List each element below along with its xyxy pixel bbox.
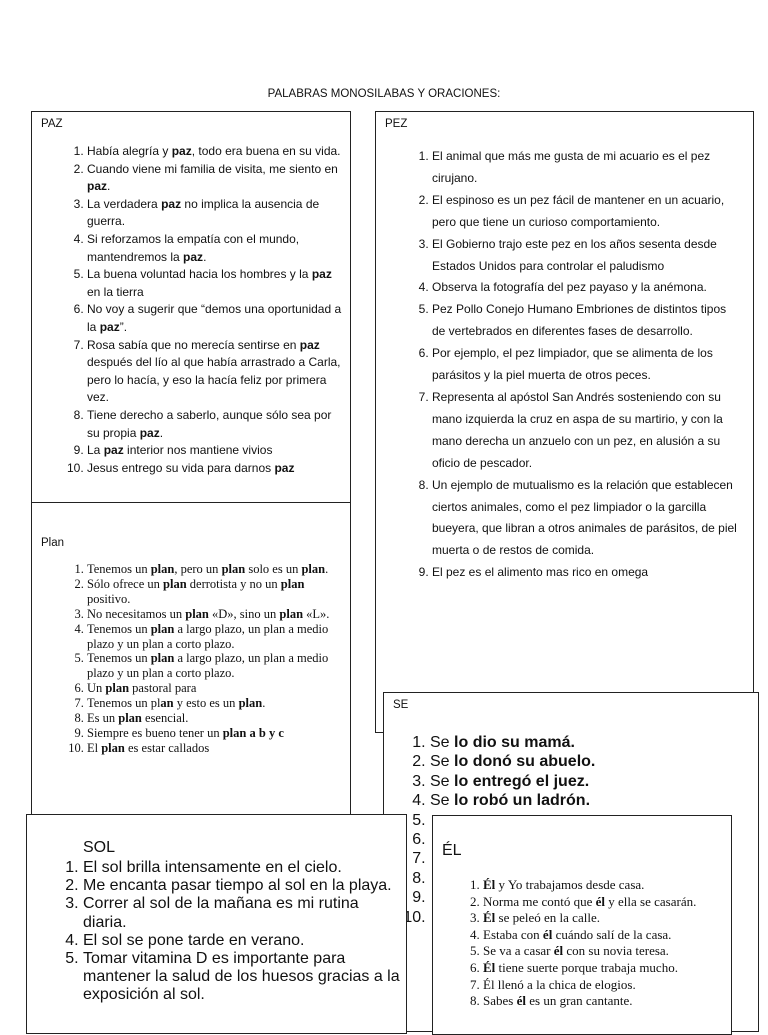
item-text: , todo era buena en su vida. bbox=[191, 144, 341, 158]
paz-item-6 bbox=[87, 301, 342, 336]
plan-header: Plan bbox=[41, 537, 65, 549]
keyword-text: plan a b y c bbox=[222, 725, 284, 740]
keyword-text: él bbox=[595, 893, 606, 909]
item-text: . bbox=[203, 249, 207, 264]
paz-item-5 bbox=[87, 266, 342, 301]
sol-item-4: 4. El sol se pone tarde en verano. bbox=[83, 932, 401, 950]
item-text: es estar callados bbox=[124, 740, 210, 755]
paz-item-4 bbox=[87, 231, 342, 266]
paz-item-9 bbox=[87, 442, 342, 460]
item-text: ”. bbox=[119, 319, 128, 334]
el-item-2 bbox=[483, 894, 723, 911]
se-header: SE bbox=[393, 699, 409, 711]
item-text: positivo. bbox=[87, 591, 131, 606]
paz-box bbox=[31, 111, 351, 503]
pez-item-1: 1. El animal que más me gusta de mi acuario es el pez cirujano. bbox=[432, 146, 742, 190]
item-text: Cuando viene mi familia de visita, me siento en bbox=[87, 161, 338, 176]
paz-item-7 bbox=[87, 337, 342, 407]
keyword-text: plan bbox=[185, 606, 209, 621]
keyword-text: plan bbox=[118, 711, 142, 726]
item-text: No necesitamos un bbox=[87, 606, 186, 621]
plan-item-3 bbox=[87, 607, 337, 622]
plan-item-5 bbox=[87, 651, 337, 681]
item-text: con su novia teresa. bbox=[563, 943, 669, 959]
plan-item-8 bbox=[87, 711, 337, 726]
keyword-text: plan bbox=[105, 681, 130, 696]
item-text: Él llenó a la chica de elogios. bbox=[483, 976, 636, 992]
keyword-text: plan bbox=[150, 562, 175, 576]
item-text: , pero un bbox=[174, 562, 222, 576]
item-text: Un bbox=[87, 681, 106, 696]
keyword-text: paz bbox=[299, 337, 320, 352]
sol-list bbox=[83, 859, 401, 1005]
pez-item-6: 6. Por ejemplo, el pez limpiador, que se alimenta de los parásitos y la piel muerta de otros peces. bbox=[432, 343, 742, 387]
keyword-text: paz bbox=[161, 196, 182, 211]
keyword-text: an bbox=[160, 696, 174, 711]
item-text: La verdadera bbox=[87, 196, 162, 211]
item-text: a largo plazo, un plan a medio plazo y un plan a corto plazo. bbox=[87, 621, 329, 651]
item-text: pastoral para bbox=[129, 681, 197, 696]
item-text: Sabes bbox=[483, 993, 517, 1009]
item-text: interior nos mantiene vivios bbox=[123, 443, 273, 458]
pez-item-7: 7. Representa al apóstol San Andrés sosteniendo con su mano izquierda la cruz en aspa de su martirio, y con la mano derecha un anzuelo con un pez, en alusión a su oficio de pescador. bbox=[432, 387, 742, 475]
keyword-text: lo robó un ladrón. bbox=[449, 792, 591, 810]
keyword-text: plan bbox=[150, 621, 175, 636]
sol-item-3: 3. Correr al sol de la mañana es mi rutina diaria. bbox=[83, 895, 401, 931]
plan-item-6 bbox=[87, 681, 337, 696]
item-text: después del lío al que había arrastrado a Carla, pero lo hacía, y eso la hacía feliz por primera vez. bbox=[87, 355, 341, 405]
se-item-4 bbox=[430, 791, 730, 810]
keyword-text: él bbox=[516, 993, 526, 1009]
pez-item-3: 3. El Gobierno trajo este pez en los años sesenta desde Estados Unidos para controlar el paludismo bbox=[432, 234, 742, 278]
keyword-text: plan bbox=[238, 696, 263, 711]
keyword-text: lo entregó el juez. bbox=[449, 772, 590, 790]
item-text: se peleó en la calle. bbox=[495, 910, 600, 926]
item-text: Se bbox=[430, 772, 450, 790]
item-text: Jesus entrego su vida para darnos bbox=[87, 460, 275, 475]
keyword-text: plan bbox=[280, 576, 305, 591]
paz-item-2 bbox=[87, 161, 342, 196]
item-text: tiene suerte porque trabaja mucho. bbox=[495, 959, 678, 975]
paz-item-3 bbox=[87, 196, 342, 231]
item-text: Se va a casar bbox=[483, 943, 554, 959]
keyword-text: plan bbox=[101, 740, 125, 755]
item-text: El bbox=[87, 740, 102, 755]
item-text: y ella se casarán. bbox=[605, 893, 697, 909]
item-text: no implica la ausencia de guerra. bbox=[87, 196, 320, 229]
keyword-text: paz bbox=[311, 267, 332, 282]
item-text: La buena voluntad hacia los hombres y la bbox=[87, 267, 312, 282]
item-text: y esto es un bbox=[173, 696, 239, 711]
keyword-text: paz bbox=[183, 249, 204, 264]
item-text: derrotista y no un bbox=[186, 576, 281, 591]
pez-header: PEZ bbox=[385, 118, 408, 130]
plan-item-9 bbox=[87, 726, 337, 741]
keyword-text: lo donó su abuelo. bbox=[449, 753, 596, 771]
keyword-text: paz bbox=[99, 319, 120, 334]
sol-item-2: 2. Me encanta pasar tiempo al sol en la playa. bbox=[83, 877, 401, 895]
plan-item-7 bbox=[87, 696, 337, 711]
item-text: . bbox=[325, 562, 329, 576]
sol-header: SOL bbox=[83, 839, 116, 856]
keyword-text: paz bbox=[103, 443, 124, 458]
pez-item-4: 4. Observa la fotografía del pez payaso y la anémona. bbox=[432, 277, 742, 299]
keyword-text: Él bbox=[483, 959, 496, 975]
item-text: y Yo trabajamos desde casa. bbox=[495, 877, 645, 892]
item-text: Tenemos un bbox=[87, 621, 151, 636]
item-text: La bbox=[87, 443, 104, 458]
plan-list bbox=[87, 562, 337, 756]
item-text: Si reforzamos la empatía con el mundo, mantendremos la bbox=[87, 231, 300, 264]
item-text: cuándo salí de la casa. bbox=[552, 926, 672, 942]
plan-box bbox=[31, 502, 351, 832]
pez-item-9: 9. El pez es el alimento mas rico en omega bbox=[432, 562, 742, 584]
keyword-text: paz bbox=[139, 425, 160, 440]
el-header: ÉL bbox=[442, 842, 462, 859]
pez-item-2: 2. El espinoso es un pez fácil de mantener en un acuario, pero que tiene un curioso comportamiento. bbox=[432, 190, 742, 234]
pez-item-5: 5. Pez Pollo Conejo Humano Embriones de distintos tipos de vertebrados en diferentes fases de desarrollo. bbox=[432, 299, 742, 343]
keyword-text: lo dio su mamá. bbox=[449, 734, 575, 751]
item-text: Sólo ofrece un bbox=[87, 576, 164, 591]
keyword-text: paz bbox=[274, 460, 295, 475]
keyword-text: plan bbox=[221, 562, 246, 576]
se-item-3 bbox=[430, 772, 730, 791]
se-item-1 bbox=[430, 733, 730, 752]
el-item-8 bbox=[483, 993, 723, 1010]
item-text: Se bbox=[430, 753, 450, 771]
keyword-text: plan bbox=[301, 562, 326, 576]
item-text: Había alegría y bbox=[87, 144, 172, 158]
keyword-text: plan bbox=[279, 606, 304, 621]
keyword-text: plan bbox=[163, 576, 187, 591]
el-item-1 bbox=[483, 877, 723, 894]
item-text: es un gran cantante. bbox=[525, 993, 633, 1009]
item-text: Se bbox=[430, 734, 450, 751]
pez-box bbox=[375, 111, 754, 733]
item-text: solo es un bbox=[245, 562, 302, 576]
keyword-text: él bbox=[542, 926, 553, 942]
el-item-5 bbox=[483, 943, 723, 960]
keyword-text: paz bbox=[171, 144, 192, 158]
sol-item-1: 1. El sol brilla intensamente en el cielo. bbox=[83, 859, 401, 877]
item-text: . bbox=[107, 179, 111, 194]
keyword-text: Él bbox=[483, 910, 496, 926]
keyword-text: Él bbox=[483, 877, 496, 892]
item-text: Tenemos un bbox=[87, 651, 151, 666]
item-text: Tiene derecho a saberlo, aunque sólo sea por su propia bbox=[87, 407, 332, 440]
keyword-text: él bbox=[553, 943, 564, 959]
item-text: «D», sino un bbox=[208, 606, 280, 621]
item-text: . bbox=[159, 425, 164, 440]
item-text: en la tierra bbox=[87, 284, 144, 299]
plan-item-4 bbox=[87, 622, 337, 652]
el-item-7 bbox=[483, 977, 723, 994]
item-text: Tenemos un bbox=[87, 562, 151, 576]
sol-box bbox=[26, 814, 407, 1034]
el-box bbox=[432, 815, 732, 1035]
plan-item-10 bbox=[87, 741, 337, 756]
pez-list bbox=[432, 146, 742, 584]
item-text: esencial. bbox=[141, 711, 189, 726]
item-text: . bbox=[262, 696, 266, 711]
keyword-text: paz bbox=[87, 179, 108, 194]
el-list bbox=[483, 877, 723, 1010]
keyword-text: plan bbox=[150, 651, 175, 666]
item-text: Se bbox=[430, 792, 450, 810]
plan-item-2 bbox=[87, 577, 337, 607]
paz-list bbox=[87, 143, 342, 477]
item-text: Tenemos un pl bbox=[87, 696, 161, 711]
el-item-3 bbox=[483, 910, 723, 927]
item-text: «L». bbox=[303, 606, 330, 621]
item-text: Rosa sabía que no merecía sentirse en bbox=[87, 337, 300, 352]
item-text: Siempre es bueno tener un bbox=[87, 725, 223, 740]
page-title: PALABRAS MONOSILABAS Y ORACIONES: bbox=[267, 88, 501, 100]
se-item-2 bbox=[430, 752, 730, 771]
pez-item-8: 8. Un ejemplo de mutualismo es la relación que establecen ciertos animales, como el pez limpiador o la garcilla bueyera, que libran a otros animales de parásitos, de piel muerta o de restos de comida. bbox=[432, 475, 742, 563]
sol-item-5: 5. Tomar vitamina D es importante para mantener la salud de los huesos gracias a la exposición al sol. bbox=[83, 950, 401, 1005]
item-text: No voy a sugerir que “demos una oportunidad a la bbox=[87, 302, 342, 334]
paz-header: PAZ bbox=[41, 118, 63, 130]
item-text: Estaba con bbox=[483, 926, 543, 942]
plan-item-1 bbox=[87, 562, 337, 577]
item-text: Norma me contó que bbox=[483, 893, 596, 909]
item-text: a largo plazo, un plan a medio plazo y un plan a corto plazo. bbox=[87, 651, 329, 681]
el-item-6 bbox=[483, 960, 723, 977]
paz-item-1 bbox=[87, 143, 342, 161]
item-text: Es un bbox=[87, 711, 119, 726]
paz-item-10 bbox=[87, 460, 342, 478]
el-item-4 bbox=[483, 927, 723, 944]
paz-item-8 bbox=[87, 407, 342, 442]
